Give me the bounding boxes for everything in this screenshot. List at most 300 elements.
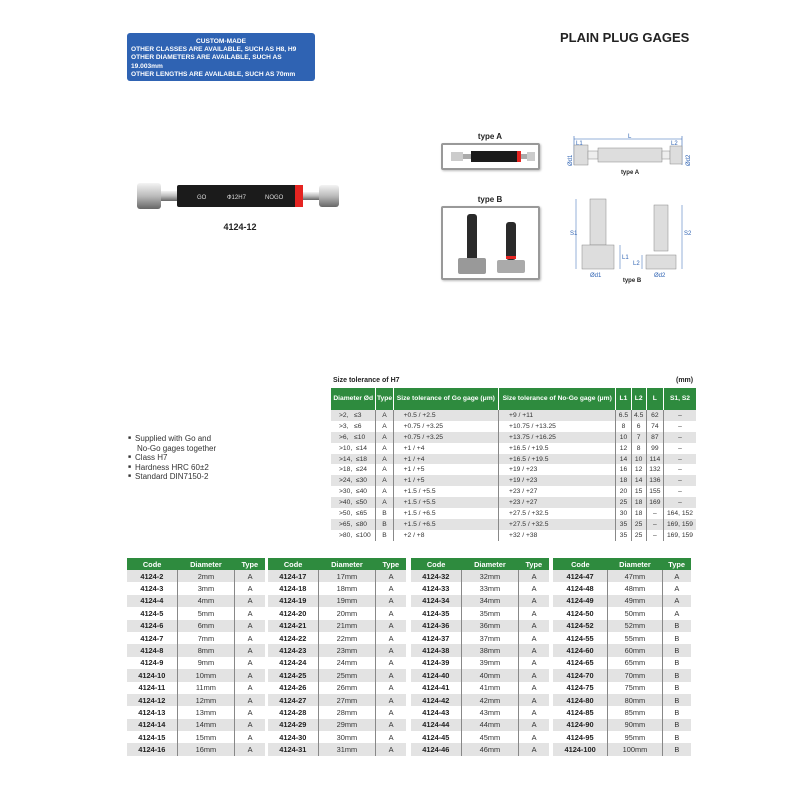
table-cell: 32mm xyxy=(461,570,518,582)
table-cell: 4124-65 xyxy=(553,657,608,669)
table-cell: B xyxy=(662,719,691,731)
table-cell: 4124-29 xyxy=(268,719,318,731)
table-cell: +23 / +27 xyxy=(499,486,616,497)
type-a-photo xyxy=(441,143,540,170)
table-cell: 4124-2 xyxy=(127,570,177,582)
table-cell: 4124-17 xyxy=(268,570,318,582)
table-cell: 3mm xyxy=(177,582,234,594)
table-cell: 18mm xyxy=(318,582,375,594)
table-cell: 44mm xyxy=(461,719,518,731)
table-cell: 95mm xyxy=(608,731,663,743)
table-cell: 40mm xyxy=(461,669,518,681)
table-cell: 27mm xyxy=(318,694,375,706)
code-table xyxy=(553,558,691,756)
table-cell: 10 xyxy=(616,432,631,443)
table-cell: 16 xyxy=(616,464,631,475)
table-cell: 169 xyxy=(646,497,663,508)
dim-s1: S1 xyxy=(570,231,578,237)
table-row xyxy=(127,657,265,669)
table-cell: 4124-23 xyxy=(268,644,318,656)
table-cell: 20mm xyxy=(318,607,375,619)
table-cell: +27.5 / +32.5 xyxy=(499,508,616,519)
table-row xyxy=(127,669,265,681)
tolerance-header: Type xyxy=(376,388,393,410)
table-cell: 87 xyxy=(646,432,663,443)
table-cell: A xyxy=(235,644,265,656)
table-cell: 4124-42 xyxy=(411,694,461,706)
table-cell: +1 / +4 xyxy=(393,454,498,465)
code-table-header: Type xyxy=(235,558,265,570)
table-cell: A xyxy=(235,719,265,731)
table-row xyxy=(127,570,265,582)
table-row xyxy=(553,582,691,594)
table-cell: A xyxy=(235,620,265,632)
table-cell: +32 / +38 xyxy=(499,530,616,541)
table-cell: +13.75 / +16.25 xyxy=(499,432,616,443)
table-row xyxy=(411,657,549,669)
notice-line: OTHER LENGTHS ARE AVAILABLE, SUCH AS 70mm xyxy=(131,70,296,78)
table-row xyxy=(127,731,265,743)
table-row xyxy=(331,519,696,530)
table-cell: 4mm xyxy=(177,595,234,607)
tolerance-header: Diameter Ød xyxy=(331,388,376,410)
table-cell: A xyxy=(519,669,549,681)
table-row xyxy=(553,570,691,582)
table-cell: 4124-70 xyxy=(553,669,608,681)
table-cell: +16.5 / +19.5 xyxy=(499,454,616,465)
table-cell: >18, ≤24 xyxy=(331,464,376,475)
page-title: PLAIN PLUG GAGES xyxy=(560,30,690,45)
feature-item: ■ Supplied with Go and xyxy=(128,434,216,444)
table-cell: 4124-27 xyxy=(268,694,318,706)
table-row xyxy=(331,421,696,432)
table-row xyxy=(331,432,696,443)
table-row xyxy=(268,644,406,656)
table-cell: 9mm xyxy=(177,657,234,669)
table-cell: A xyxy=(519,694,549,706)
table-cell: B xyxy=(376,530,393,541)
table-cell: A xyxy=(388,633,394,643)
table-cell: A xyxy=(247,683,253,693)
table-cell: B xyxy=(662,694,691,706)
table-cell: 23mm xyxy=(318,644,375,656)
table-cell: A xyxy=(388,658,394,668)
table-row xyxy=(127,620,265,632)
table-cell: A xyxy=(376,743,406,755)
table-cell: B xyxy=(662,620,691,632)
table-cell: A xyxy=(247,707,253,717)
table-cell: 48mm xyxy=(608,582,663,594)
table-cell: A xyxy=(531,683,537,693)
table-row xyxy=(553,607,691,619)
table-cell: 4124-60 xyxy=(553,644,608,656)
custom-made-notice xyxy=(127,33,315,81)
table-cell: A xyxy=(662,595,691,607)
table-cell: 75mm xyxy=(608,682,663,694)
table-row xyxy=(553,682,691,694)
table-cell: 4124-85 xyxy=(553,706,608,718)
table-cell: A xyxy=(531,608,537,618)
table-cell: 4124-21 xyxy=(268,620,318,632)
table-cell: 4124-11 xyxy=(127,682,177,694)
table-cell: 52mm xyxy=(608,620,663,632)
table-cell: +1 / +5 xyxy=(393,475,498,486)
table-cell: 26mm xyxy=(318,682,375,694)
table-cell: 4124-31 xyxy=(268,743,318,755)
table-cell: 8 xyxy=(616,421,631,432)
table-row xyxy=(411,595,549,607)
nogo-label: NOGO xyxy=(265,195,284,201)
table-cell: 85mm xyxy=(608,706,663,718)
table-cell: >50, ≤65 xyxy=(331,508,376,519)
table-cell: A xyxy=(388,732,394,742)
table-cell: – xyxy=(678,444,682,452)
table-cell: 39mm xyxy=(461,657,518,669)
table-cell: B xyxy=(662,743,691,755)
table-cell: +1 / +4 xyxy=(393,443,498,454)
table-cell: 74 xyxy=(646,421,663,432)
table-cell: 4124-41 xyxy=(411,682,461,694)
table-cell: 4124-48 xyxy=(553,582,608,594)
table-cell: A xyxy=(235,743,265,755)
table-cell: 4124-75 xyxy=(553,682,608,694)
table-cell: 4124-95 xyxy=(553,731,608,743)
table-cell: 49mm xyxy=(608,595,663,607)
table-row xyxy=(411,743,549,755)
table-cell: A xyxy=(376,443,393,454)
code-table-header: Code xyxy=(268,558,318,570)
code-table xyxy=(411,558,549,756)
table-cell: 31mm xyxy=(318,743,375,755)
table-cell: 4124-39 xyxy=(411,657,461,669)
table-cell: 90mm xyxy=(608,719,663,731)
tolerance-header-row xyxy=(331,388,696,410)
table-cell: +16.5 / +19.5 xyxy=(499,443,616,454)
table-row xyxy=(127,682,265,694)
table-row xyxy=(553,644,691,656)
table-row xyxy=(553,706,691,718)
table-cell: A xyxy=(376,421,393,432)
table-cell: 4124-55 xyxy=(553,632,608,644)
table-cell: A xyxy=(376,464,393,475)
table-cell: 60mm xyxy=(608,644,663,656)
notice-line: OTHER CLASSES ARE AVAILABLE, SUCH AS H8, H9 xyxy=(131,46,297,54)
header-row xyxy=(553,558,691,570)
table-cell: 4124-80 xyxy=(553,694,608,706)
table-cell: A xyxy=(388,683,394,693)
table-cell: A xyxy=(674,584,680,594)
table-cell: +19 / +23 xyxy=(499,475,616,486)
table-cell: 4124-90 xyxy=(553,719,608,731)
code-table-header: Diameter xyxy=(318,558,375,570)
plug-gage-image xyxy=(135,180,345,212)
code-table-header: Type xyxy=(519,558,549,570)
table-cell: 6 xyxy=(631,421,646,432)
table-cell: A xyxy=(376,410,393,421)
table-row xyxy=(268,682,406,694)
table-cell: 70mm xyxy=(608,669,663,681)
dim-d1: Ød1 xyxy=(568,154,574,166)
tolerance-caption: Size tolerance of H7 xyxy=(333,377,400,384)
table-cell: 13mm xyxy=(177,706,234,718)
table-cell: 10 xyxy=(631,454,646,465)
table-cell: 28mm xyxy=(318,706,375,718)
table-cell: +2 / +8 xyxy=(393,530,498,541)
table-cell: 7mm xyxy=(177,632,234,644)
table-cell: A xyxy=(376,570,406,582)
table-cell: A xyxy=(376,694,406,706)
table-cell: 33mm xyxy=(461,582,518,594)
table-row xyxy=(553,657,691,669)
table-row xyxy=(268,719,406,731)
table-row xyxy=(553,731,691,743)
table-row xyxy=(411,719,549,731)
table-cell: 4124-45 xyxy=(411,731,461,743)
table-cell: B xyxy=(674,732,680,742)
table-cell: 12mm xyxy=(177,694,234,706)
table-row xyxy=(268,731,406,743)
dim-d2: Ød2 xyxy=(686,154,692,166)
table-cell: 169, 159 xyxy=(666,531,693,539)
table-row xyxy=(553,632,691,644)
table-row xyxy=(411,682,549,694)
table-row xyxy=(411,582,549,594)
table-cell: 100mm xyxy=(608,743,663,755)
table-cell: 4124-14 xyxy=(127,719,177,731)
table-row xyxy=(331,475,696,486)
table-cell: 4124-36 xyxy=(411,620,461,632)
table-cell: >10, ≤14 xyxy=(331,443,376,454)
table-cell: 4124-20 xyxy=(268,607,318,619)
table-cell: – xyxy=(678,488,682,496)
table-cell: 19mm xyxy=(318,595,375,607)
table-row xyxy=(127,719,265,731)
table-cell: A xyxy=(519,570,549,582)
table-cell: 15 xyxy=(631,486,646,497)
table-cell: A xyxy=(531,633,537,643)
table-row xyxy=(553,620,691,632)
table-row xyxy=(127,706,265,718)
table-cell: – xyxy=(663,497,696,508)
table-cell: 37mm xyxy=(461,632,518,644)
table-cell: >6, ≤10 xyxy=(331,432,376,443)
table-row xyxy=(268,669,406,681)
table-cell: 11mm xyxy=(177,682,234,694)
table-cell: 24mm xyxy=(318,657,375,669)
table-cell: 8mm xyxy=(177,644,234,656)
table-cell: 4124-33 xyxy=(411,582,461,594)
table-row xyxy=(331,454,696,465)
feature-item: ■ Hardness HRC 60±2 xyxy=(128,463,216,473)
feature-list xyxy=(128,434,216,482)
table-cell: A xyxy=(519,620,549,632)
tolerance-header: S1, S2 xyxy=(663,388,696,410)
code-table-header: Diameter xyxy=(177,558,234,570)
table-row xyxy=(331,464,696,475)
header-row xyxy=(411,558,549,570)
table-cell: 4124-34 xyxy=(411,595,461,607)
table-cell: >2, ≤3 xyxy=(331,410,376,421)
table-cell: +1.5 / +5.5 xyxy=(393,497,498,508)
table-cell: 10mm xyxy=(177,669,234,681)
notice-line: OTHER DIAMETERS ARE AVAILABLE, SUCH AS 19.003mm xyxy=(131,54,282,70)
table-cell: 18 xyxy=(631,497,646,508)
table-cell: 30mm xyxy=(318,731,375,743)
table-row xyxy=(268,582,406,594)
table-row xyxy=(127,644,265,656)
table-cell: A xyxy=(376,719,406,731)
tolerance-header: L1 xyxy=(616,388,631,410)
table-cell: 4124-15 xyxy=(127,731,177,743)
table-cell: 80mm xyxy=(608,694,663,706)
table-cell: 4124-13 xyxy=(127,706,177,718)
table-row xyxy=(268,706,406,718)
table-cell: 14 xyxy=(616,454,631,465)
table-cell: 15mm xyxy=(177,731,234,743)
table-cell: +9 / +11 xyxy=(499,410,616,421)
table-cell: – xyxy=(663,432,696,443)
table-cell: 45mm xyxy=(461,731,518,743)
table-row xyxy=(553,719,691,731)
table-cell: 4124-6 xyxy=(127,620,177,632)
table-row xyxy=(331,530,696,541)
code-table xyxy=(127,558,265,756)
table-cell: 50mm xyxy=(608,607,663,619)
feature-item: ■ Standard DIN7150-2 xyxy=(128,472,216,482)
table-cell: 20 xyxy=(616,486,631,497)
notice-heading: CUSTOM-MADE xyxy=(195,38,247,45)
table-cell: 169, 159 xyxy=(663,519,696,530)
type-a-drawing xyxy=(562,133,700,173)
table-cell: – xyxy=(646,519,663,530)
table-cell: 25mm xyxy=(318,669,375,681)
dim-d1-b: Ød1 xyxy=(590,273,602,279)
dim-d2-b: Ød2 xyxy=(654,273,666,279)
table-cell: A xyxy=(376,595,406,607)
table-cell: A xyxy=(247,633,253,643)
table-cell: 4124-5 xyxy=(127,607,177,619)
table-cell: A xyxy=(376,669,406,681)
table-cell: – xyxy=(646,508,663,519)
table-cell: 14mm xyxy=(177,719,234,731)
table-cell: 4124-18 xyxy=(268,582,318,594)
type-b-drawing-label: type B xyxy=(622,278,642,284)
table-cell: B xyxy=(674,633,680,643)
table-cell: >3, ≤6 xyxy=(331,421,376,432)
tolerance-table xyxy=(331,388,696,541)
table-cell: 132 xyxy=(646,464,663,475)
table-cell: 4124-30 xyxy=(268,731,318,743)
table-cell: 42mm xyxy=(461,694,518,706)
table-cell: 164, 152 xyxy=(666,509,693,517)
table-cell: 4124-9 xyxy=(127,657,177,669)
table-cell: B xyxy=(376,519,393,530)
table-cell: A xyxy=(519,743,549,755)
table-cell: 4124-10 xyxy=(127,669,177,681)
code-table-header: Type xyxy=(376,558,406,570)
table-cell: – xyxy=(663,410,696,421)
table-cell: A xyxy=(376,486,393,497)
table-row xyxy=(411,694,549,706)
table-row xyxy=(268,607,406,619)
table-cell: >80, ≤100 xyxy=(331,530,376,541)
table-cell: 4.5 xyxy=(631,410,646,421)
table-row xyxy=(553,595,691,607)
table-cell: 4124-32 xyxy=(411,570,461,582)
table-cell: A xyxy=(376,497,393,508)
table-row xyxy=(411,570,549,582)
table-cell: A xyxy=(376,620,406,632)
table-cell: 35 xyxy=(616,530,631,541)
table-cell: +0.75 / +3.25 xyxy=(393,432,498,443)
table-cell: 4124-52 xyxy=(553,620,608,632)
table-row xyxy=(411,669,549,681)
table-cell: 4124-38 xyxy=(411,644,461,656)
table-cell: A xyxy=(235,669,265,681)
table-cell: A xyxy=(376,454,393,465)
table-cell: 4124-43 xyxy=(411,706,461,718)
table-row xyxy=(331,410,696,421)
table-cell: 4124-4 xyxy=(127,595,177,607)
table-row xyxy=(331,508,696,519)
table-row xyxy=(411,731,549,743)
table-cell: A xyxy=(519,595,549,607)
table-cell: 4124-40 xyxy=(411,669,461,681)
table-row xyxy=(268,595,406,607)
table-cell: B xyxy=(674,707,680,717)
table-cell: 4124-8 xyxy=(127,644,177,656)
table-cell: – xyxy=(663,475,696,486)
table-row xyxy=(331,497,696,508)
table-row xyxy=(268,632,406,644)
table-cell: 4124-47 xyxy=(553,570,608,582)
table-cell: 12 xyxy=(616,443,631,454)
table-cell: 4124-28 xyxy=(268,706,318,718)
table-cell: A xyxy=(662,570,691,582)
code-table-header: Diameter xyxy=(608,558,663,570)
table-cell: A xyxy=(235,570,265,582)
code-table-header: Code xyxy=(553,558,608,570)
table-cell: 46mm xyxy=(461,743,518,755)
tolerance-unit: (mm) xyxy=(676,377,694,384)
table-cell: 4124-26 xyxy=(268,682,318,694)
table-cell: A xyxy=(235,595,265,607)
table-row xyxy=(268,620,406,632)
table-cell: +0.75 / +3.25 xyxy=(393,421,498,432)
type-b-photo xyxy=(441,206,540,280)
table-cell: A xyxy=(388,608,394,618)
table-cell: 4124-25 xyxy=(268,669,318,681)
dim-l2-b: L2 xyxy=(633,261,640,267)
table-cell: B xyxy=(674,658,680,668)
code-table-header: Code xyxy=(411,558,461,570)
go-label: GO xyxy=(197,195,207,201)
code-table-header: Diameter xyxy=(461,558,518,570)
table-cell: >30, ≤40 xyxy=(331,486,376,497)
header-row xyxy=(268,558,406,570)
table-cell: >24, ≤30 xyxy=(331,475,376,486)
table-row xyxy=(553,694,691,706)
table-cell: A xyxy=(247,584,253,594)
header-row xyxy=(127,558,265,570)
table-cell: 62 xyxy=(646,410,663,421)
table-cell: 4124-12 xyxy=(127,694,177,706)
table-row xyxy=(127,595,265,607)
table-cell: A xyxy=(388,707,394,717)
dim-s2: S2 xyxy=(684,231,692,237)
table-cell: 8 xyxy=(631,443,646,454)
table-cell: A xyxy=(235,694,265,706)
